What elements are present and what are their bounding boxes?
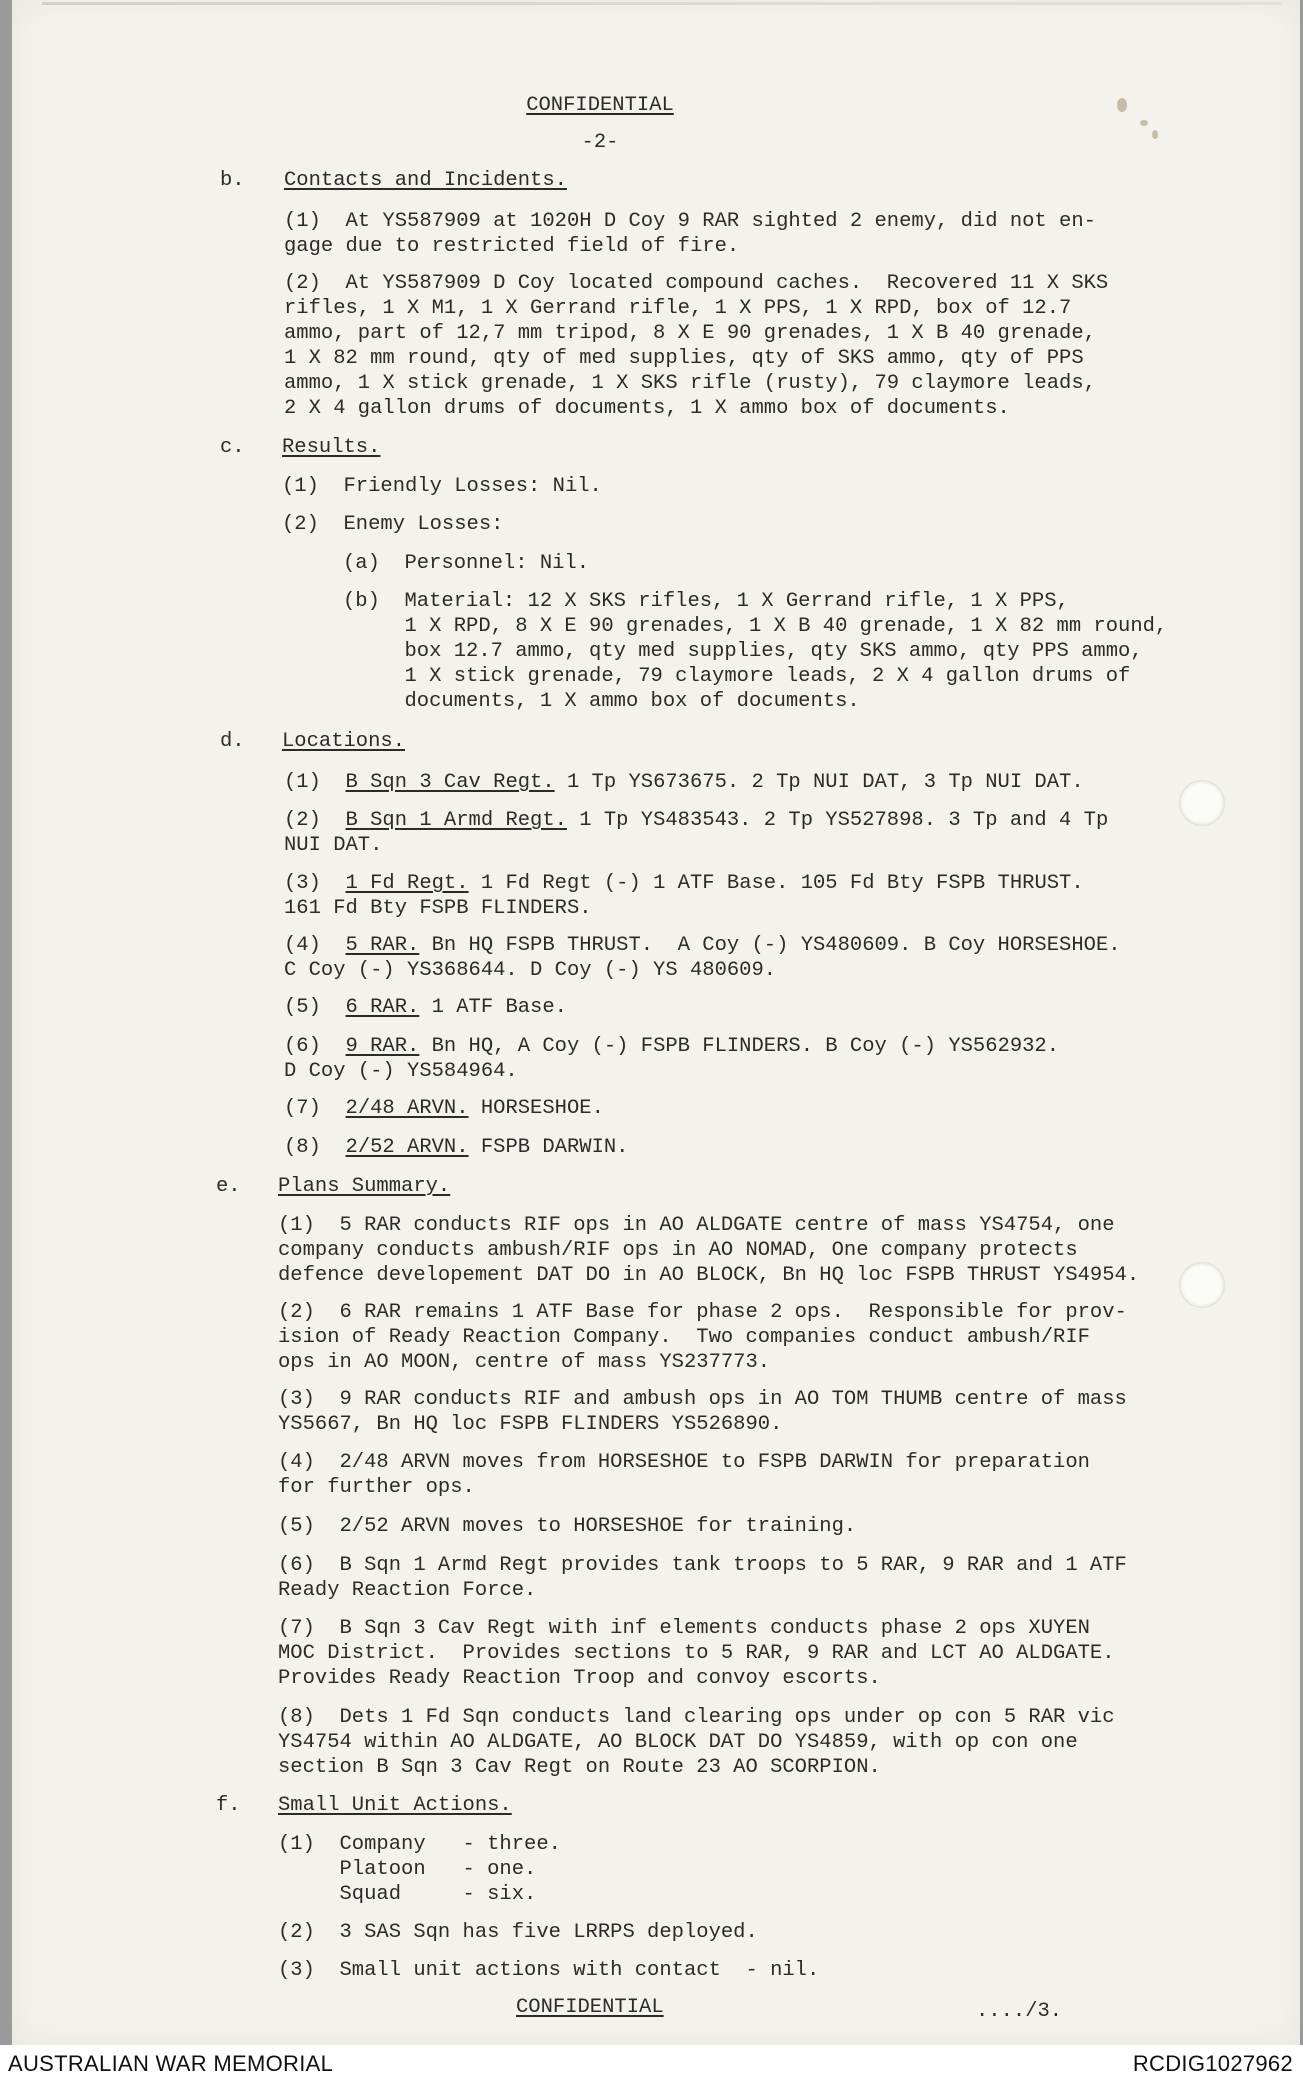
list-item: (6) B Sqn 1 Armd Regt provides tank troops to 5 RAR, 9 RAR and 1 ATF Ready Reaction Force. xyxy=(278,1554,1127,1602)
list-item: (5) 2/52 ARVN moves to HORSESHOE for training. xyxy=(278,1515,857,1538)
list-item: (2) 6 RAR remains 1 ATF Base for phase 2 ops. Responsible for prov- ision of Ready Reaction Company. Two companies conduct ambush/RIF ops in AO MOON, centre of mass YS237773. xyxy=(278,1301,1127,1374)
section-title: Plans Summary. xyxy=(278,1175,451,1198)
section-letter: b. xyxy=(220,169,245,192)
unit-name: 9 RAR. xyxy=(345,1035,420,1058)
section-title: Small Unit Actions. xyxy=(278,1794,512,1817)
paragraph: (1) Company - three. Platoon - one. Squad - six. xyxy=(278,1833,561,1906)
unit-name: 5 RAR. xyxy=(345,934,420,957)
list-item: (7) B Sqn 3 Cav Regt with inf elements conducts phase 2 ops XUYEN MOC District. Provides sections to 5 RAR, 9 RAR and LCT AO ALDGATE. Provides Ready Reaction Troop and convoy escorts. xyxy=(278,1617,1115,1690)
list-item: (7) 2/48 ARVN. HORSESHOE. xyxy=(284,1097,604,1120)
section-letter: f. xyxy=(216,1794,241,1817)
list-item: (8) Dets 1 Fd Sqn conducts land clearing ops under op con 5 RAR vic YS4754 within AO ALDGATE, AO BLOCK DAT DO YS4859, with op con one section B Sqn 3 Cav Regt on Route 23 AO SCORPION. xyxy=(278,1706,1115,1779)
paragraph: (2) 3 SAS Sqn has five LRRPS deployed. xyxy=(278,1921,758,1944)
list-item: (8) 2/52 ARVN. FSPB DARWIN. xyxy=(284,1136,629,1159)
list-item: (6) 9 RAR. Bn HQ, A Coy (-) FSPB FLINDERS. B Coy (-) YS562932. D Coy (-) YS584964. xyxy=(284,1035,1060,1083)
classification-footer: CONFIDENTIAL xyxy=(516,1996,664,2019)
section-letter: e. xyxy=(216,1175,241,1198)
list-item: (5) 6 RAR. 1 ATF Base. xyxy=(284,996,567,1019)
list-item: (4) 2/48 ARVN moves from HORSESHOE to FSPB DARWIN for preparation for further ops. xyxy=(278,1451,1090,1499)
list-item: (3) 9 RAR conducts RIF and ambush ops in AO TOM THUMB centre of mass YS5667, Bn HQ loc FSPB FLINDERS YS526890. xyxy=(278,1388,1127,1436)
continuation-marker: ..../3. xyxy=(976,2000,1063,2023)
paragraph: (2) At YS587909 D Coy located compound caches. Recovered 11 X SKS rifles, 1 X M1, 1 X Gerrand rifle, 1 X PPS, 1 X RPD, box of 12.7 ammo, part of 12,7 mm tripod, 8 X E 90 grenades, 1 X B 40 grenade, 1 X 82 mm round, qty of med supplies, qty of SKS ammo, qty of PPS ammo, 1 X stick grenade, 1 X SKS rifle (rusty), 79 claymore leads, 2 X 4 gallon drums of documents, 1 X ammo box of documents. xyxy=(284,272,1109,420)
section-title: Contacts and Incidents. xyxy=(284,169,567,192)
unit-name: 2/52 ARVN. xyxy=(345,1136,469,1159)
unit-name: B Sqn 3 Cav Regt. xyxy=(345,771,555,794)
classification-header: CONFIDENTIAL xyxy=(526,94,674,117)
unit-name: 2/48 ARVN. xyxy=(345,1097,469,1120)
page-number: -2- xyxy=(581,131,619,154)
unit-name: 6 RAR. xyxy=(345,996,420,1019)
list-item: (1) 5 RAR conducts RIF ops in AO ALDGATE centre of mass YS4754, one company conducts ambush/RIF ops in AO NOMAD, One company protects defence developement DAT DO in AO BLOCK, Bn HQ loc FSPB THRUST YS4954. xyxy=(278,1214,1140,1287)
paragraph: (3) Small unit actions with contact - nil. xyxy=(278,1959,820,1982)
paragraph: (b) Material: 12 X SKS rifles, 1 X Gerrand rifle, 1 X PPS, 1 X RPD, 8 X E 90 grenades, 1 X B 40 grenade, 1 X 82 mm round, box 12.7 ammo, qty med supplies, qty SKS ammo, qty PPS ammo, 1 X stick grenade, 79 claymore leads, 2 X 4 gallon drums of documents, 1 X ammo box of documents. xyxy=(343,590,1168,713)
archive-footer xyxy=(0,2045,1303,2082)
section-title: Results. xyxy=(282,436,381,459)
section-title: Locations. xyxy=(282,730,406,753)
paragraph: (1) At YS587909 at 1020H D Coy 9 RAR sighted 2 enemy, did not en- gage due to restricted field of fire. xyxy=(284,210,1096,258)
archive-name: AUSTRALIAN WAR MEMORIAL xyxy=(8,2051,334,2076)
list-item: (4) 5 RAR. Bn HQ FSPB THRUST. A Coy (-) YS480609. B Coy HORSESHOE. C Coy (-) YS368644. D Coy (-) YS 480609. xyxy=(284,934,1121,982)
archive-id: RCDIG1027962 xyxy=(1132,2051,1293,2076)
unit-name: 1 Fd Regt. xyxy=(345,872,469,895)
paragraph: (1) Friendly Losses: Nil. xyxy=(282,475,602,498)
section-letter: c. xyxy=(220,436,245,459)
paragraph: (a) Personnel: Nil. xyxy=(343,552,590,575)
unit-name: B Sqn 1 Armd Regt. xyxy=(345,809,567,832)
paragraph: (2) Enemy Losses: xyxy=(282,513,504,536)
list-item: (2) B Sqn 1 Armd Regt. 1 Tp YS483543. 2 Tp YS527898. 3 Tp and 4 Tp NUI DAT. xyxy=(284,809,1109,857)
section-letter: d. xyxy=(220,730,245,753)
list-item: (1) B Sqn 3 Cav Regt. 1 Tp YS673675. 2 Tp NUI DAT, 3 Tp NUI DAT. xyxy=(284,771,1084,794)
list-item: (3) 1 Fd Regt. 1 Fd Regt (-) 1 ATF Base. 105 Fd Bty FSPB THRUST. 161 Fd Bty FSPB FLINDERS. xyxy=(284,872,1084,920)
